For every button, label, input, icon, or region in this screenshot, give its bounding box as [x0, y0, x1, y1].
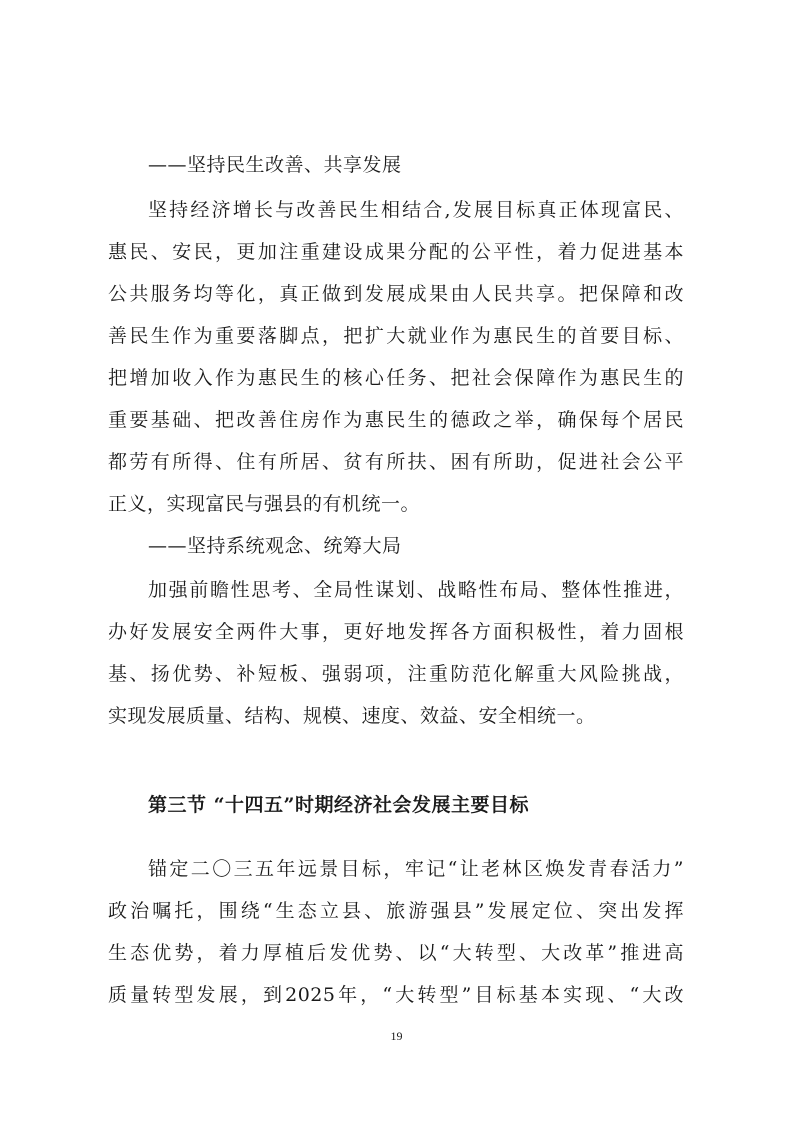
- subheading-system-view: ——坚持系统观念、统筹大局: [148, 535, 402, 557]
- subheading-livelihood: ——坚持民生改善、共享发展: [148, 154, 402, 176]
- paragraph-line: 善民生作为重要落脚点，把扩大就业作为惠民生的首要目标、: [108, 325, 684, 347]
- paragraph-line: 锚定二〇三五年远景目标，牢记“让老林区焕发青春活力”: [148, 858, 684, 880]
- paragraph-line: 生态优势，着力厚植后发优势、以“大转型、大改革”推进高: [108, 942, 684, 964]
- paragraph-line: 基、扬优势、补短板、强弱项，注重防范化解重大风险挑战，: [108, 663, 684, 685]
- paragraph-line: 惠民、安民，更加注重建设成果分配的公平性，着力促进基本: [108, 241, 684, 263]
- paragraph-line: 把增加收入作为惠民生的核心任务、把社会保障作为惠民生的: [108, 367, 684, 389]
- page-number: 19: [390, 1029, 403, 1043]
- paragraph-line: 政治嘱托，围绕“生态立县、旅游强县”发展定位、突出发挥: [108, 900, 684, 922]
- paragraph-line: 质量转型发展，到2025年，“大转型”目标基本实现、“大改: [108, 984, 684, 1006]
- paragraph-line: 都劳有所得、住有所居、贫有所扶、困有所助，促进社会公平: [108, 451, 684, 473]
- paragraph-line: 办好发展安全两件大事，更好地发挥各方面积极性，着力固根: [108, 621, 684, 643]
- section-title: 第三节 “十四五”时期经济社会发展主要目标: [148, 794, 529, 816]
- paragraph-line: 正义，实现富民与强县的有机统一。: [108, 493, 421, 515]
- paragraph-line: 重要基础、把改善住房作为惠民生的德政之举，确保每个居民: [108, 409, 684, 431]
- paragraph-line: 加强前瞻性思考、全局性谋划、战略性布局、整体性推进，: [148, 579, 684, 601]
- paragraph-line: 实现发展质量、结构、规模、速度、效益、安全相统一。: [108, 705, 596, 727]
- paragraph-line: 坚持经济增长与改善民生相结合,发展目标真正体现富民、: [148, 199, 684, 221]
- paragraph-line: 公共服务均等化，真正做到发展成果由人民共享。把保障和改: [108, 283, 684, 305]
